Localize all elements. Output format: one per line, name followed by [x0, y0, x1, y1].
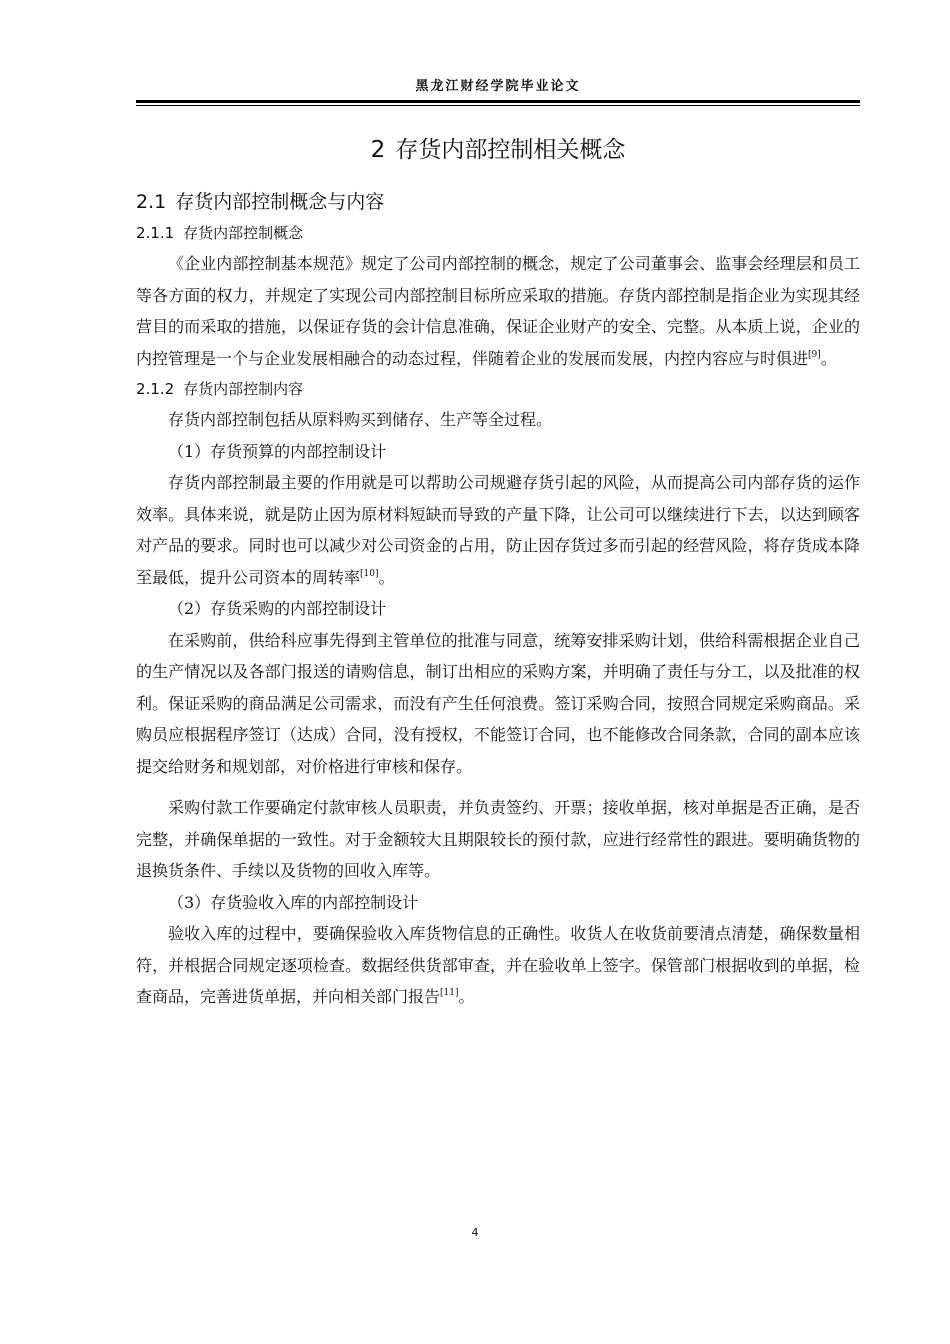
paragraph-item2-b: 采购付款工作要确定付款审核人员职责，并负责签约、开票；接收单据，核对单据是否正确，是否完整，并确保单据的一致性。对于金额较大且期限较长的预付款，应进行经常性的跟进。要明确货物的退换货条件、手续以及货物的回收入库等。 [136, 798, 860, 880]
chapter-number: 2 [370, 137, 386, 163]
paragraph-end: 。 [820, 348, 837, 368]
subsection-title: 存货内部控制内容 [183, 380, 304, 398]
paragraph-text: 验收入库的过程中，要确保验收入库货物信息的正确性。收货人在收货前要清点清楚，确保数量相符，并根据合同规定逐项检查。数据经供货部审查，并在验收单上签字。保管部门根据收到的单据，检查商品，完善进货单据，并向相关部门报告 [136, 924, 860, 1006]
paragraph-end: 。 [458, 987, 475, 1006]
subsection-title: 存货内部控制概念 [183, 224, 304, 242]
subsection-number: 2.1.1 [136, 224, 175, 242]
item-heading-2: （2）存货采购的内部控制设计 [168, 599, 387, 618]
subsection-heading-2-1-1 [136, 218, 860, 248]
citation-ref: [11] [440, 988, 459, 998]
paragraph-item1 [136, 467, 860, 593]
paragraph-text: 《企业内部控制基本规范》规定了公司内部控制的概念，规定了公司董事会、监事会经理层和员工等各方面的权力，并规定了实现公司内部控制目标所应采取的措施。存货内部控制是指企业为实现其经营目的而采取的措施，以保证存货的会计信息准确，保证企业财产的安全、完整。从本质上说，企业的内控管理是一个与企业发展相融合的动态过程，伴随着企业的发展而发展，内控内容应与时俱进 [136, 254, 860, 368]
paragraph-item3 [136, 918, 860, 1013]
chapter-title-text: 存货内部控制相关概念 [395, 137, 626, 163]
citation-ref: [10] [360, 568, 379, 579]
header-rule-thin [136, 105, 860, 106]
paragraph-item2-a: 在采购前，供给科应事先得到主管单位的批准与同意，统筹安排采购计划，供给科需根据企业自己的生产情况以及各部门报送的请购信息，制订出相应的采购方案，并明确了责任与分工，以及批准的权利。保证采购的商品满足公司需求，而没有产生任何浪费。签订采购合同，按照合同规定采购商品。采购员应根据程序签订（达成）合同，没有授权，不能签订合同，也不能修改合同条款，合同的副本应该提交给财务和规划部，对价格进行审核和保存。 [136, 630, 860, 776]
subsection-heading-2-1-2 [136, 374, 860, 404]
page-content [136, 128, 860, 1013]
paragraph-end: 。 [378, 567, 395, 587]
page-number: 4 [471, 1226, 479, 1239]
item-heading-1: （1）存货预算的内部控制设计 [168, 441, 387, 461]
paragraph-intro: 存货内部控制包括从原料购买到储存、生产等全过程。 [168, 410, 553, 429]
paragraph-text: 存货内部控制最主要的作用就是可以帮助公司规避存货引起的风险，从而提高公司内部存货的运作效率。具体来说，就是防止因为原材料短缺而导致的产量下降，让公司可以继续进行下去，以达到顾客对产品的要求。同时也可以减少对公司资金的占用，防止因存货过多而引起的经营风险，将存货成本降至最低，提升公司资本的周转率 [136, 473, 860, 587]
section-number: 2.1 [136, 191, 167, 213]
paragraph-concept [136, 248, 860, 374]
item-heading-3: （3）存货验收入库的内部控制设计 [168, 892, 419, 912]
section-heading-2-1 [136, 186, 860, 218]
header-rule-thick [136, 100, 860, 103]
subsection-number: 2.1.2 [136, 380, 175, 398]
section-title: 存货内部控制概念与内容 [175, 191, 385, 213]
running-header: 黑龙江财经学院毕业论文 [415, 79, 581, 94]
chapter-title [136, 128, 860, 172]
citation-ref: [9] [808, 349, 821, 360]
